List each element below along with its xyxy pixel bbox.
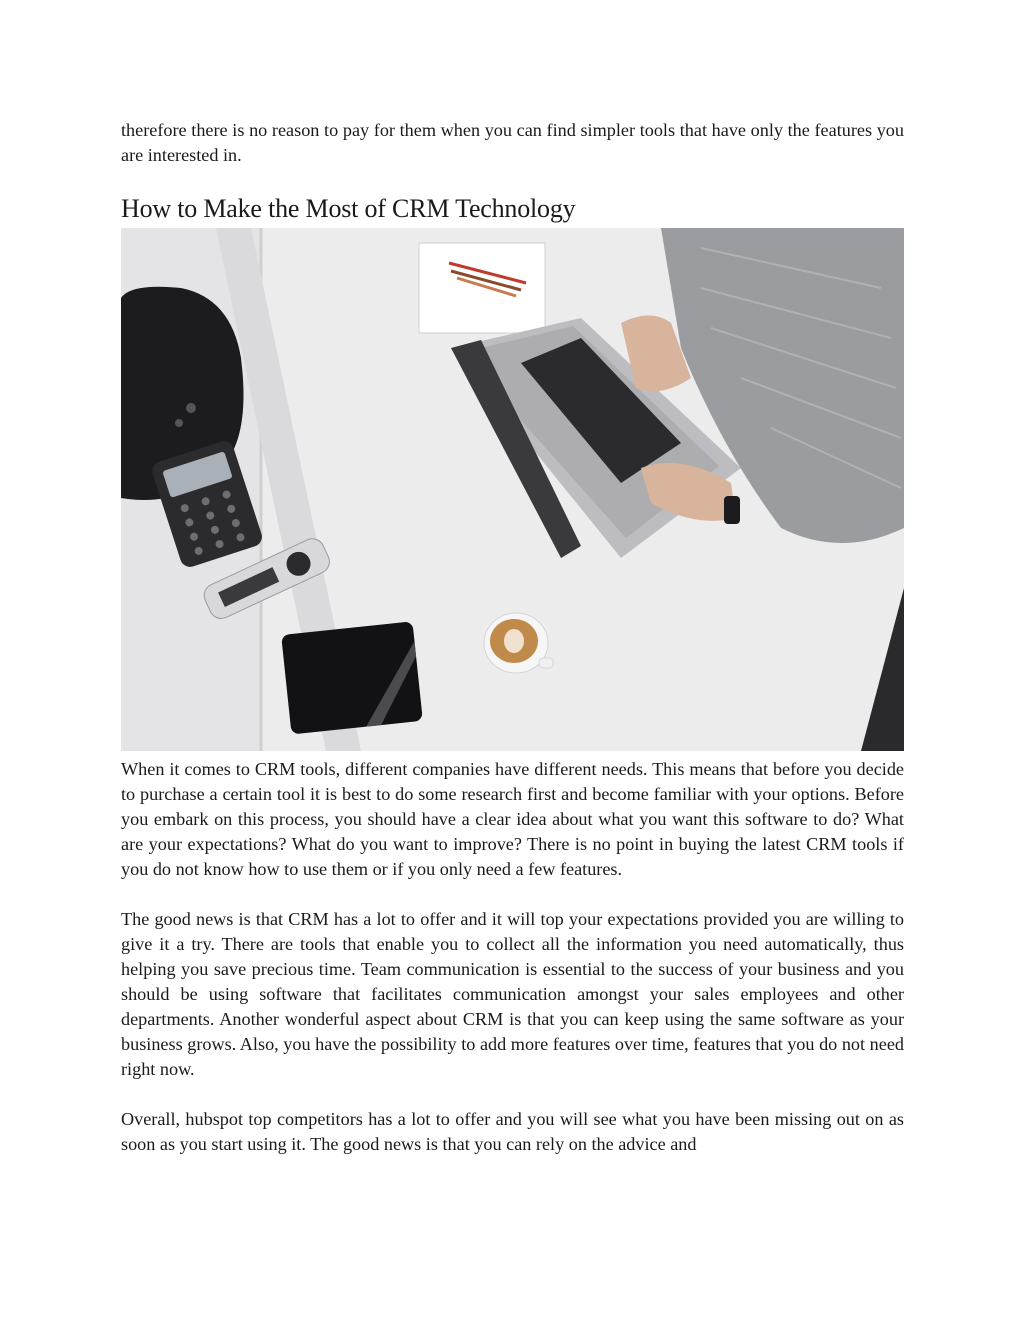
cup-handle — [539, 658, 553, 668]
intro-paragraph: therefore there is no reason to pay for them when you can find simpler tools that have only the features you are interested in. — [121, 120, 904, 165]
office-desk-photo — [121, 228, 904, 751]
phone-button — [175, 419, 183, 427]
document-page — [121, 118, 904, 1157]
paragraph-1: When it comes to CRM tools, different companies have different needs. This means that before you decide to purchase a certain tool it is best to do some research first and become familiar with your options. Before you embark on this process, you should have a clear idea about what you want this software to do? What are your expectations? What do you want to improve? There is no point in buying the latest CRM tools if you do not know how to use them or if you only need a few features. — [121, 759, 904, 879]
tablet — [281, 621, 423, 734]
latte-art — [504, 629, 524, 653]
paragraph-2: The good news is that CRM has a lot to offer and it will top your expectations provided you are willing to give it a try. There are tools that enable you to collect all the information you need automatically, thus helping you save precious time. Team communication is essential to the success of your business and you should be using software that facilitates communication amongst your sales employees and other departments. Another wonderful aspect about CRM is that you can keep using the same software as your business grows. Also, you have the possibility to add more features over time, features that you do not need right now. — [121, 909, 904, 1079]
phone-button — [186, 403, 196, 413]
paragraph-3: Overall, hubspot top competitors has a lot to offer and you will see what you have been missing out on as soon as you start using it. The good news is that you can rely on the advice and — [121, 1109, 904, 1154]
section-heading: How to Make the Most of CRM Technology — [121, 194, 576, 223]
notepad — [419, 243, 545, 333]
wristwatch — [724, 496, 740, 524]
